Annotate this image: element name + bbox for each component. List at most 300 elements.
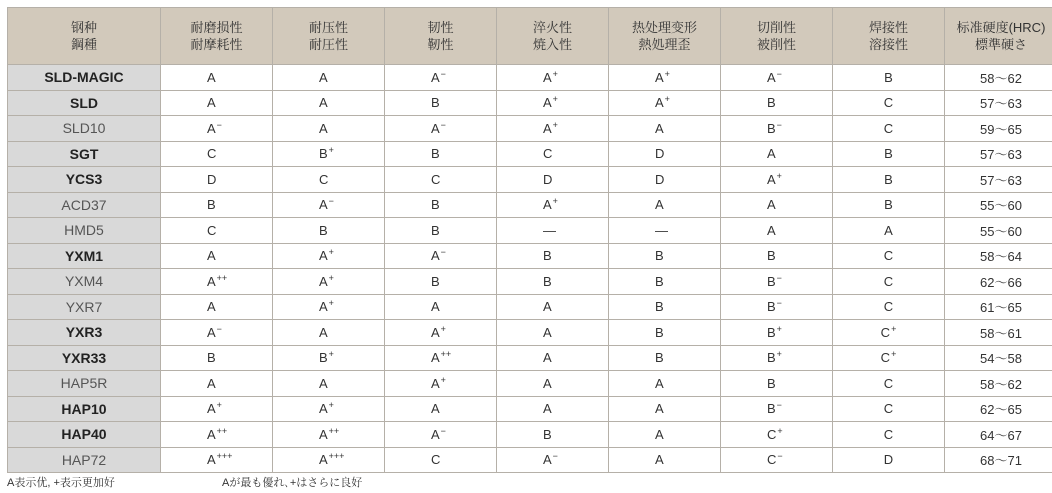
grade-letter: B (767, 120, 776, 136)
grade-cell (385, 243, 497, 269)
grade-letter: A (655, 401, 664, 417)
grade-cell (161, 371, 273, 397)
grade-modifier: + (552, 94, 558, 105)
grade-cell (273, 65, 385, 91)
grade-letter: B (543, 248, 552, 264)
grade-cell (385, 192, 497, 218)
grade-cell (833, 218, 945, 244)
header-label-chinese: 热处理变形 (631, 20, 697, 35)
grade-cell (497, 294, 609, 320)
grade-modifier: + (776, 323, 782, 334)
grade-cell (609, 141, 721, 167)
grade-cell (161, 90, 273, 116)
grade-letter: C (883, 375, 894, 391)
table-row (8, 167, 1052, 193)
grade-cell (161, 243, 273, 269)
steel-grade-name: HAP10 (8, 396, 161, 422)
grade-letter: D (883, 452, 894, 468)
header-label-japanese: 鋼種 (70, 37, 97, 52)
grade-modifier: + (891, 323, 897, 334)
grade-cell (721, 447, 833, 473)
grade-letter: B (543, 273, 552, 289)
grade-letter: C (207, 146, 217, 162)
grade-cell (273, 167, 385, 193)
grade-cell (497, 90, 609, 116)
grade-cell (273, 141, 385, 167)
grade-cell (385, 141, 497, 167)
grade-letter: C (431, 452, 441, 468)
grade-modifier: + (777, 425, 783, 436)
grade-cell (721, 116, 833, 142)
standard-hardness: 55～60 (945, 192, 1052, 218)
grade-modifier: + (440, 323, 446, 334)
steel-grade-name: SLD10 (8, 116, 161, 142)
grade-cell (609, 167, 721, 193)
grade-cell (833, 371, 945, 397)
grade-letter: A (543, 299, 552, 315)
grade-cell (273, 396, 385, 422)
grade-cell (721, 422, 833, 448)
grade-letter: C (883, 401, 894, 417)
grade-cell (833, 320, 945, 346)
grade-cell (609, 65, 721, 91)
column-header (385, 8, 497, 65)
grade-letter: A (207, 324, 216, 340)
grade-letter: B (431, 273, 440, 289)
grade-cell (609, 447, 721, 473)
grade-cell (833, 345, 945, 371)
grade-letter: B (543, 426, 552, 442)
grade-cell (385, 90, 497, 116)
grade-letter: B (431, 95, 440, 111)
grade-modifier: + (552, 196, 558, 207)
grade-letter: B (767, 375, 776, 391)
column-header (833, 8, 945, 65)
grade-cell (161, 192, 273, 218)
grade-letter: A (207, 273, 216, 289)
grade-modifier: + (552, 119, 558, 130)
grade-cell (497, 65, 609, 91)
grade-cell (833, 447, 945, 473)
grade-letter: A (655, 120, 664, 136)
grade-cell (273, 116, 385, 142)
grade-cell (161, 116, 273, 142)
grade-modifier: + (440, 374, 446, 385)
grade-cell (385, 371, 497, 397)
grade-cell (497, 243, 609, 269)
grade-letter: A (543, 452, 552, 468)
grade-cell (497, 141, 609, 167)
grade-modifier: − (776, 272, 782, 283)
grade-cell (273, 447, 385, 473)
grade-cell (497, 167, 609, 193)
grade-letter: B (319, 222, 328, 238)
grade-letter: A (207, 69, 216, 85)
header-label-japanese: 靭性 (427, 37, 454, 52)
grade-letter: A (319, 273, 328, 289)
grade-letter: A (767, 222, 776, 238)
grade-letter: A (207, 426, 216, 442)
grade-cell (609, 90, 721, 116)
grade-letter: C (767, 452, 777, 468)
grade-letter: C (883, 299, 894, 315)
header-label-japanese: 標準硬さ (974, 37, 1027, 52)
grade-cell (609, 269, 721, 295)
grade-letter: B (655, 350, 664, 366)
grade-letter: A (431, 401, 440, 417)
steel-grade-name: YXR3 (8, 320, 161, 346)
grade-letter: A (431, 426, 440, 442)
grade-letter: B (767, 248, 776, 264)
grade-letter: B (655, 248, 664, 264)
grade-cell (721, 371, 833, 397)
grade-cell (497, 422, 609, 448)
standard-hardness: 61～65 (945, 294, 1052, 320)
grade-modifier: +++ (216, 451, 233, 462)
grade-cell (497, 218, 609, 244)
grade-letter: C (880, 324, 891, 340)
grade-modifier: − (776, 119, 782, 130)
grade-modifier: + (776, 349, 782, 360)
steel-grade-name: HAP40 (8, 422, 161, 448)
grade-letter: C (767, 426, 777, 442)
column-header (721, 8, 833, 65)
standard-hardness: 54～58 (945, 345, 1052, 371)
grade-letter: A (319, 401, 328, 417)
standard-hardness: 57～63 (945, 167, 1052, 193)
grade-letter: B (767, 95, 776, 111)
grade-cell (385, 65, 497, 91)
standard-hardness: 62～65 (945, 396, 1052, 422)
grade-letter: A (207, 401, 216, 417)
grade-cell (497, 116, 609, 142)
grade-letter: B (655, 324, 664, 340)
header-label-chinese: 标准硬度(HRC) (956, 20, 1046, 35)
grade-cell (497, 371, 609, 397)
header-label-chinese: 焊接性 (868, 20, 908, 35)
standard-hardness: 58～62 (945, 371, 1052, 397)
grade-cell (721, 90, 833, 116)
grade-cell (385, 320, 497, 346)
grade-letter: C (883, 95, 894, 111)
grade-cell (609, 320, 721, 346)
grade-cell (273, 422, 385, 448)
grade-letter: A (319, 375, 328, 391)
grade-modifier: ++ (440, 349, 452, 360)
grade-cell (161, 422, 273, 448)
grade-cell (273, 192, 385, 218)
grade-letter: A (655, 69, 664, 85)
standard-hardness: 62～66 (945, 269, 1052, 295)
grade-letter: B (767, 273, 776, 289)
grade-letter: B (431, 222, 440, 238)
grade-cell (833, 192, 945, 218)
grade-letter: A (543, 69, 552, 85)
table-row (8, 396, 1052, 422)
grade-cell (161, 320, 273, 346)
table-row (8, 294, 1052, 320)
grade-letter: A (431, 299, 440, 315)
grade-letter: B (207, 350, 216, 366)
grade-letter: B (767, 324, 776, 340)
grade-modifier: + (216, 400, 222, 411)
standard-hardness: 58～64 (945, 243, 1052, 269)
grade-cell (609, 218, 721, 244)
grade-letter: A (431, 248, 440, 264)
grade-cell (721, 243, 833, 269)
steel-grade-name: SLD (8, 90, 161, 116)
table-row (8, 345, 1052, 371)
grade-cell (161, 167, 273, 193)
grade-cell (609, 192, 721, 218)
grade-cell (273, 294, 385, 320)
grade-letter: A (207, 375, 216, 391)
grade-letter: A (319, 248, 328, 264)
grade-letter: A (543, 95, 552, 111)
grade-letter: A (207, 120, 216, 136)
table-row (8, 218, 1052, 244)
grade-cell (273, 320, 385, 346)
grade-letter: C (880, 350, 891, 366)
grade-letter: A (207, 452, 216, 468)
grade-modifier: + (328, 145, 334, 156)
grade-cell (833, 269, 945, 295)
grade-cell (497, 396, 609, 422)
table-row (8, 90, 1052, 116)
grade-letter: A (431, 120, 440, 136)
grade-cell (609, 396, 721, 422)
grade-letter: B (884, 69, 893, 85)
grade-letter: A (884, 222, 893, 238)
column-header (161, 8, 273, 65)
header-label-chinese: 耐压性 (308, 20, 348, 35)
steel-grade-name: YCS3 (8, 167, 161, 193)
grade-cell (273, 243, 385, 269)
grade-cell (273, 218, 385, 244)
grade-letter: B (431, 146, 440, 162)
grade-letter: C (883, 248, 894, 264)
grade-letter: A (431, 69, 440, 85)
table-row (8, 447, 1052, 473)
table-header (8, 8, 1052, 65)
steel-grade-comparison-table (7, 7, 1052, 473)
grade-cell (385, 116, 497, 142)
grade-letter: B (319, 146, 328, 162)
grade-cell (497, 320, 609, 346)
grade-cell (721, 218, 833, 244)
grade-cell (833, 294, 945, 320)
grade-cell (721, 320, 833, 346)
table-row (8, 65, 1052, 91)
grade-cell (833, 243, 945, 269)
grade-cell (273, 269, 385, 295)
standard-hardness: 57～63 (945, 90, 1052, 116)
grade-letter: A (207, 248, 216, 264)
grade-modifier: + (776, 170, 782, 181)
grade-cell (385, 167, 497, 193)
header-label-japanese: 熱処理歪 (638, 37, 691, 52)
grade-cell (721, 294, 833, 320)
standard-hardness: 68～71 (945, 447, 1052, 473)
grade-cell (161, 65, 273, 91)
grade-letter: C (319, 171, 329, 187)
grade-letter: A (319, 452, 328, 468)
grade-cell (385, 396, 497, 422)
grade-letter: C (207, 222, 217, 238)
grade-cell (721, 396, 833, 422)
grade-cell (161, 141, 273, 167)
grade-letter: A (207, 95, 216, 111)
grade-letter: A (655, 375, 664, 391)
table-row (8, 243, 1052, 269)
grade-modifier: + (328, 272, 334, 283)
grade-modifier: ++ (328, 425, 340, 436)
standard-hardness: 64～67 (945, 422, 1052, 448)
grade-letter: A (543, 197, 552, 213)
grade-cell (497, 269, 609, 295)
steel-grade-name: ACD37 (8, 192, 161, 218)
grade-modifier: − (440, 119, 446, 130)
grade-letter: B (767, 350, 776, 366)
standard-hardness: 55～60 (945, 218, 1052, 244)
grade-cell (609, 294, 721, 320)
grade-cell (721, 65, 833, 91)
table-body (8, 65, 1052, 473)
grade-modifier: ++ (216, 272, 228, 283)
table-row (8, 371, 1052, 397)
grade-modifier: ++ (216, 425, 228, 436)
header-label-chinese: 淬火性 (532, 20, 572, 35)
table-row (8, 422, 1052, 448)
grade-letter: A (543, 324, 552, 340)
grade-letter: C (883, 426, 894, 442)
grade-letter: D (207, 171, 217, 187)
grade-cell (497, 447, 609, 473)
grade-cell (833, 141, 945, 167)
grade-letter: A (431, 350, 440, 366)
column-header (273, 8, 385, 65)
steel-grade-name: HMD5 (8, 218, 161, 244)
table-row (8, 141, 1052, 167)
grade-cell (497, 345, 609, 371)
grade-modifier: + (664, 94, 670, 105)
grade-letter: B (655, 273, 664, 289)
footnote-chinese: A表示优, +表示更加好 (7, 477, 115, 489)
header-label-chinese: 钢种 (70, 20, 97, 35)
grade-letter: B (319, 350, 328, 366)
grade-cell (833, 422, 945, 448)
grade-cell (161, 294, 273, 320)
steel-grade-name: SLD-MAGIC (8, 65, 161, 91)
grade-cell (161, 345, 273, 371)
grade-cell (833, 396, 945, 422)
standard-hardness: 59～65 (945, 116, 1052, 142)
table-row (8, 269, 1052, 295)
table-row (8, 320, 1052, 346)
grade-cell (385, 345, 497, 371)
steel-grade-name: YXR7 (8, 294, 161, 320)
grade-cell (609, 371, 721, 397)
grade-cell (385, 294, 497, 320)
grade-letter: A (543, 120, 552, 136)
header-label-japanese: 溶接性 (868, 37, 908, 52)
grade-cell (161, 396, 273, 422)
table-row (8, 192, 1052, 218)
column-header (945, 8, 1052, 65)
grade-modifier: − (776, 400, 782, 411)
grade-letter: B (767, 401, 776, 417)
grade-modifier: − (440, 68, 446, 79)
grade-letter: B (655, 299, 664, 315)
grade-letter: C (883, 120, 894, 136)
grade-letter: — (655, 222, 668, 238)
grade-modifier: − (777, 451, 783, 462)
grade-letter: B (884, 171, 893, 187)
grade-cell (385, 422, 497, 448)
grade-letter: B (207, 197, 216, 213)
grade-letter: A (543, 401, 552, 417)
grade-letter: — (543, 222, 556, 238)
grade-letter: D (543, 171, 553, 187)
header-label-chinese: 切削性 (756, 20, 796, 35)
grade-cell (385, 447, 497, 473)
grade-cell (385, 218, 497, 244)
steel-grade-name: HAP72 (8, 447, 161, 473)
grade-cell (833, 90, 945, 116)
grade-letter: A (543, 375, 552, 391)
grade-modifier: + (328, 400, 334, 411)
grade-letter: A (431, 324, 440, 340)
grade-modifier: − (440, 425, 446, 436)
steel-grade-name: YXM4 (8, 269, 161, 295)
footnote-japanese: Aが最も優れ､+はさらに良好 (222, 477, 363, 489)
standard-hardness: 57～63 (945, 141, 1052, 167)
grade-cell (721, 167, 833, 193)
grade-cell (497, 192, 609, 218)
grade-cell (609, 116, 721, 142)
grade-cell (273, 345, 385, 371)
grade-cell (609, 422, 721, 448)
grade-cell (161, 447, 273, 473)
grade-cell (385, 269, 497, 295)
grade-cell (273, 90, 385, 116)
grade-cell (833, 167, 945, 193)
grade-cell (833, 116, 945, 142)
grade-letter: A (767, 146, 776, 162)
grade-letter: B (431, 197, 440, 213)
grade-letter: D (655, 171, 665, 187)
standard-hardness: 58～62 (945, 65, 1052, 91)
grade-cell (161, 218, 273, 244)
table-row (8, 116, 1052, 142)
header-label-japanese: 耐摩耗性 (190, 37, 243, 52)
grade-letter: A (655, 197, 664, 213)
grade-letter: A (767, 171, 776, 187)
grade-letter: C (543, 146, 553, 162)
grade-letter: A (319, 197, 328, 213)
grade-letter: A (767, 197, 776, 213)
grade-modifier: + (664, 68, 670, 79)
grade-letter: D (655, 146, 665, 162)
grade-cell (273, 371, 385, 397)
grade-letter: A (319, 120, 328, 136)
grade-letter: A (319, 69, 328, 85)
grade-letter: C (431, 171, 441, 187)
grade-cell (161, 269, 273, 295)
grade-modifier: − (776, 298, 782, 309)
grade-modifier: − (776, 68, 782, 79)
steel-grade-name: YXM1 (8, 243, 161, 269)
